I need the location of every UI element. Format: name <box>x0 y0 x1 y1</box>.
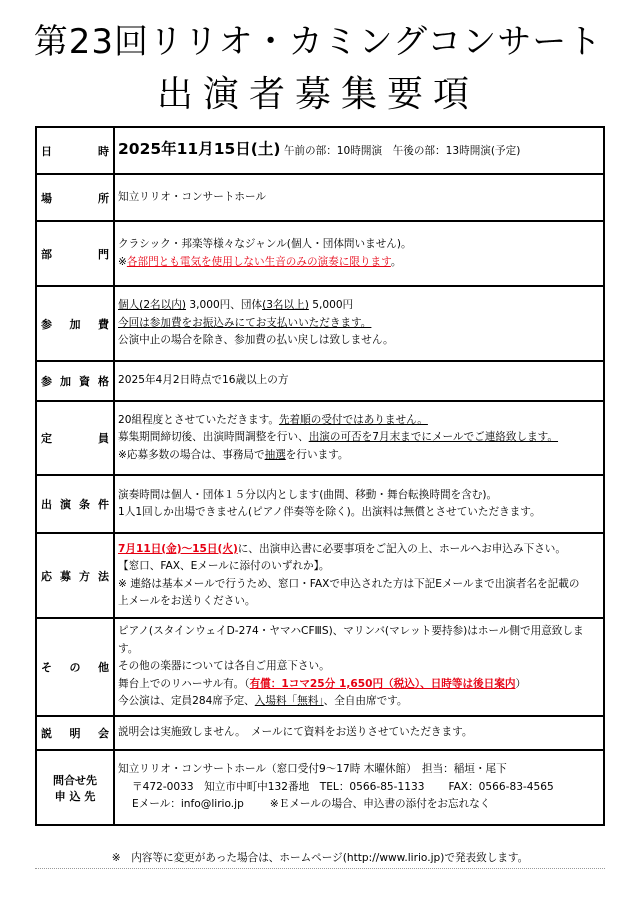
value-division <box>114 221 604 286</box>
document-subtitle: 出演者募集要項 <box>156 74 479 115</box>
label-conditions: 出 演 条 件 <box>36 475 114 533</box>
value-contact <box>114 750 604 825</box>
label-date: 日 時 <box>36 127 114 174</box>
row-conditions <box>36 475 604 533</box>
row-application <box>36 533 604 618</box>
contact-line1: 知立リリオ・コンサートホール（窓口受付9～17時 木曜休館） 担当：稲垣・尾下 <box>118 763 507 776</box>
application-line1: 7月11日(金)～15日(火)に、出演申込書に必要事項をご記入の上、ホールへお申込み下さい。 <box>118 542 566 555</box>
info-table <box>35 126 605 826</box>
value-other <box>114 618 604 716</box>
capacity-line2: 募集期間締切後、出演時間調整を行い、出演の可否を7月末までにメールでご連絡致します。 <box>118 431 559 444</box>
row-fee <box>36 286 604 361</box>
division-line2: ※各部門とも電気を使用しない生音のみの演奏に限ります。 <box>118 255 402 268</box>
label-eligibility: 参 加 資 格 <box>36 361 114 401</box>
footer-divider <box>35 868 605 869</box>
other-line2: その他の楽器については各自ご用意下さい。 <box>118 660 330 673</box>
row-date <box>36 127 604 174</box>
application-period: 7月11日(金)～15日(火) <box>118 542 238 555</box>
label-capacity: 定 員 <box>36 401 114 475</box>
application-line4: 上メールをお送りください。 <box>118 595 256 607</box>
conditions-line2: 1人1回しか出場できません(ピアノ伴奏等を除く)。出演料は無償とさせていただきます。 <box>118 506 541 518</box>
value-conditions <box>114 475 604 533</box>
row-other <box>36 618 604 716</box>
other-line3: 舞台上でのリハーサル有。（有償：1コマ25分 1,650円（税込）、日時等は後日案内） <box>118 677 527 690</box>
row-contact <box>36 750 604 825</box>
fee-line2: 今回は参加費をお振込みにてお支払いいただきます。 <box>118 316 372 329</box>
value-date <box>114 127 604 174</box>
value-application <box>114 533 604 618</box>
capacity-line3: ※応募多数の場合は、事務局で抽選を行います。 <box>118 448 349 461</box>
event-times: 午前の部：10時開演 午後の部：13時開演(予定) <box>283 144 521 157</box>
rehearsal-fee: 有償：1コマ25分 1,650円（税込）、日時等は後日案内 <box>249 677 516 690</box>
application-line2: 【窓口、FAX、Eメールに添付のいずれか】。 <box>118 560 330 572</box>
fee-line3: 公演中止の場合を除き、参加費の払い戻しは致しません。 <box>118 334 394 347</box>
value-fee <box>114 286 604 361</box>
division-line1: クラシック・邦楽等様々なジャンル(個人・団体問いません)。 <box>118 238 412 250</box>
row-venue <box>36 174 604 221</box>
label-briefing: 説 明 会 <box>36 716 114 750</box>
label-other: そ の 他 <box>36 618 114 716</box>
document-title: 第23回リリオ・カミングコンサート <box>33 22 603 62</box>
label-fee: 参 加 費 <box>36 286 114 361</box>
value-capacity <box>114 401 604 475</box>
other-line4: 今公演は、定員284席予定、入場料「無料」、全自由席です。 <box>118 695 408 708</box>
other-line1: ピアノ(スタインウェイD-274・ヤマハCFⅢS)、マリンバ(マレット要持参)はホール側で用意致します。 <box>118 625 584 655</box>
conditions-line1: 演奏時間は個人・団体１５分以内とします(曲間、移動・舞台転換時間を含む)。 <box>118 488 498 501</box>
event-date: 2025年11月15日(土) <box>118 139 281 158</box>
capacity-line1: 20組程度とさせていただきます。先着順の受付ではありません。 <box>118 413 428 426</box>
label-application: 応 募 方 法 <box>36 533 114 618</box>
value-eligibility: 2025年4月2日時点で16歳以上の方 <box>114 361 604 401</box>
value-briefing: 説明会は実施致しません。 メールにて資料をお送りさせていただきます。 <box>114 716 604 750</box>
row-briefing <box>36 716 604 750</box>
contact-email[interactable]: Eメール：info@lirio.jp <box>132 798 244 811</box>
application-line3: ※ 連絡は基本メールで行うため、窓口・FAXで申込された方は下記Eメールまで出演者名を記載の <box>118 577 580 590</box>
fee-line1: 個人(2名以内) 3,000円、団体(3名以上) 5,000円 <box>118 299 354 312</box>
contact-line3: Eメール：info@lirio.jp ※Ｅメールの場合、申込書の添付をお忘れなく <box>132 798 491 811</box>
contact-line2: 〒472-0033 知立市中町中132番地 TEL：0566-85-1133 FAX：0566-83-4565 <box>132 780 554 793</box>
value-venue: 知立リリオ・コンサートホール <box>114 174 604 221</box>
label-division: 部 門 <box>36 221 114 286</box>
division-note-red: 各部門とも電気を使用しない生音のみの演奏に限ります <box>126 255 391 268</box>
row-eligibility <box>36 361 604 401</box>
row-division <box>36 221 604 286</box>
label-venue: 場 所 <box>36 174 114 221</box>
label-contact: 問合せ先 申 込 先 <box>36 750 114 825</box>
row-capacity <box>36 401 604 475</box>
footer-note: ※ 内容等に変更があった場合は、ホームページ(http://www.lirio.jp)で発表致します。 <box>111 852 529 864</box>
